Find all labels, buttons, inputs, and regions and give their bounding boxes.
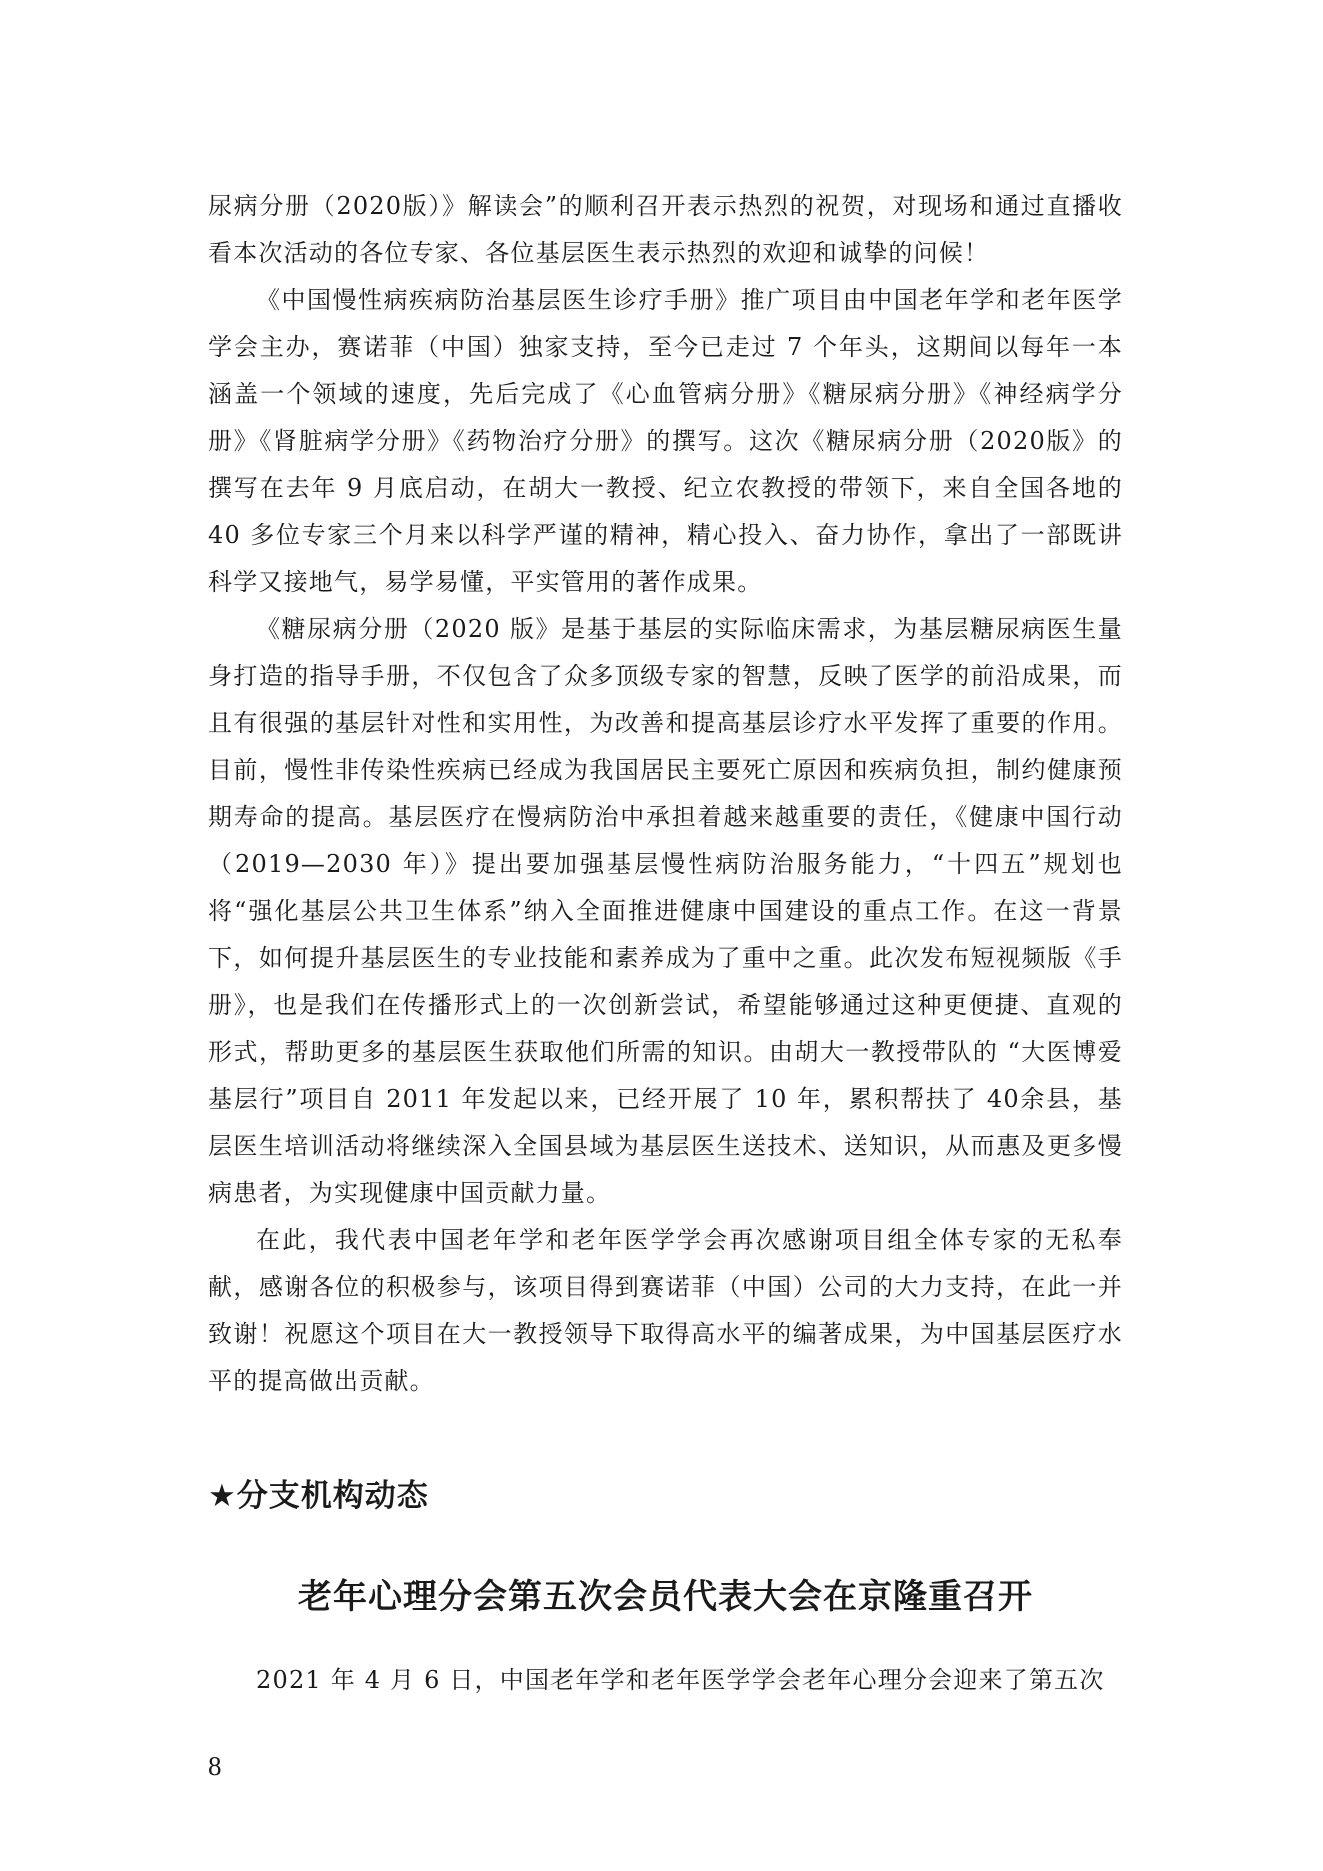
article-first-line	[208, 1660, 1123, 1700]
article-first-line-text: 2021 年 4 月 6 日，中国老年学和老年医学学会老年心理分会迎来了第五次	[256, 1666, 1105, 1694]
main-text	[208, 183, 1123, 1405]
paragraph-continuation: 尿病分册（2020版）》解读会”的顺利召开表示热烈的祝贺，对现场和通过直播收看本次活动的各位专家、各位基层医生表示热烈的欢迎和诚挚的问候！	[208, 192, 1123, 267]
page-number: 8	[208, 1751, 222, 1781]
paragraph-handbook-significance: 《糖尿病分册（2020 版》是基于基层的实际临床需求，为基层糖尿病医生量身打造的指导手册，不仅包含了众多顶级专家的智慧，反映了医学的前沿成果，而且有很强的基层针对性和实用性，为改善和提高基层诊疗水平发挥了重要的作用。目前，慢性非传染性疾病已经成为我国居民主要死亡原因和疾病负担，制约健康预期寿命的提高。基层医疗在慢病防治中承担着越来越重要的责任，《健康中国行动（2019—2030 年）》提出要加强基层慢性病防治服务能力，“十四五”规划也将“强化基层公共卫生体系”纳入全面推进健康中国建设的重点工作。在这一背景下，如何提升基层医生的专业技能和素养成为了重中之重。此次发布短视频版《手册》，也是我们在传播形式上的一次创新尝试，希望能够通过这种更便捷、直观的形式，帮助更多的基层医生获取他们所需的知识。由胡大一教授带队的 “大医博爱基层行”项目自 2011 年发起以来，已经开展了 10 年，累积帮扶了 40余县，基层医生培训活动将继续深入全国县域为基层医生送技术、送知识，从而惠及更多慢病患者，为实现健康中国贡献力量。	[208, 615, 1123, 1207]
article-title: 老年心理分会第五次会员代表大会在京隆重召开	[298, 1577, 1033, 1617]
section-heading: ★分支机构动态	[208, 1478, 429, 1514]
paragraph-project-intro: 《中国慢性病疾病防治基层医生诊疗手册》推广项目由中国老年学和老年医学学会主办，赛诺菲（中国）独家支持，至今已走过 7 个年头，这期间以每年一本涵盖一个领域的速度，先后完成了《心血管病分册》《糖尿病分册》《神经病学分册》《肾脏病学分册》《药物治疗分册》的撰写。这次《糖尿病分册（2020版》的撰写在去年 9 月底启动，在胡大一教授、纪立农教授的带领下，来自全国各地的 40 多位专家三个月来以科学严谨的精神，精心投入、奋力协作，拿出了一部既讲科学又接地气，易学易懂，平实管用的著作成果。	[208, 286, 1123, 596]
paragraph-thanks: 在此，我代表中国老年学和老年医学学会再次感谢项目组全体专家的无私奉献，感谢各位的积极参与，该项目得到赛诺菲（中国）公司的大力支持，在此一并致谢！祝愿这个项目在大一教授领导下取得高水平的编著成果，为中国基层医疗水平的提高做出贡献。	[208, 1226, 1123, 1395]
